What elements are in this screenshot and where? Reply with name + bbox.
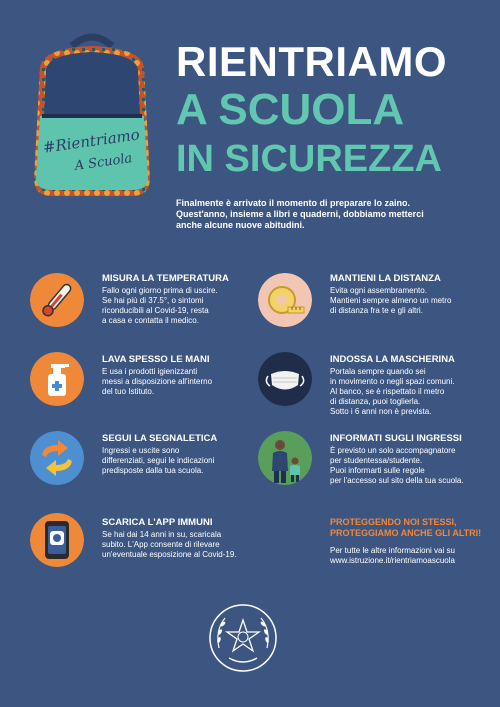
item-title-mask: INDOSSA LA MASCHERINA [330,354,455,365]
emblem-icon [205,600,281,676]
item-body-temperature: Fallo ogni giorno prima di uscire. Se hai più di 37.5°, o sintomi riconducibili al Covid-19, resta a casa e contatta il medico. [102,286,218,325]
item-body-distance: Evita ogni assembramento. Mantieni sempre almeno un metro di distanza fra te e gli altri. [330,286,452,315]
item-title-entrances: INFORMATI SUGLI INGRESSI [330,433,462,444]
face-mask-icon [258,352,312,406]
phone-app-icon [30,513,84,567]
backpack-illustration [22,28,162,200]
sanitizer-icon [30,352,84,406]
item-body-app: Se hai dai 14 anni in su, scaricala subito. L'App consente di rilevare un'eventuale esposizione al Covid-19. [102,530,237,559]
item-body-mask: Portala sempre quando sei in movimento o negli spazi comuni. Al banco, se è rispettato il metro di distanza, puoi toglierla. Sotto i 6 anni non è prevista. [330,367,455,416]
item-title-distance: MANTIENI LA DISTANZA [330,273,441,284]
intro-text: Finalmente è arrivato il momento di preparare lo zaino. Quest'anno, insieme a libri e quaderni, dobbiamo metterci anche alcune nuove abitudini. [176,198,424,230]
item-body-entrances: È previsto un solo accompagnatore per studentessa/studente. Puoi informarti sulle regole per l'accesso sul sito della tua scuola. [330,446,464,485]
svg-text:#Rientriamo: #Rientriamo [41,125,141,157]
title-line-3: IN SICUREZZA [176,138,442,180]
parent-child-icon [258,431,312,485]
item-title-app: SCARICA L'APP IMMUNI [102,517,213,528]
title-line-1: RIENTRIAMO [176,38,447,85]
item-title-signage: SEGUI LA SEGNALETICA [102,433,218,444]
slogan-text: PROTEGGENDO NOI STESSI, PROTEGGIAMO ANCHE GLI ALTRI! [330,517,482,538]
item-title-hands: LAVA SPESSO LE MANI [102,354,210,365]
svg-text:A Scuola: A Scuola [73,151,134,174]
info-text: Per tutte le altre informazioni vai su www.istruzione.it/rientriamoascuola [330,546,455,565]
item-body-hands: E usa i prodotti igienizzanti messi a disposizione all'interno del tuo Istituto. [102,367,213,396]
item-title-temperature: MISURA LA TEMPERATURA [102,273,229,284]
thermometer-icon [30,273,84,327]
title-line-2: A SCUOLA [176,85,405,134]
item-body-signage: Ingressi e uscite sono differenziati, segui le indicazioni predisposte dalla tua scuola. [102,446,215,475]
measuring-tape-icon [258,273,312,327]
arrows-icon [30,431,84,485]
